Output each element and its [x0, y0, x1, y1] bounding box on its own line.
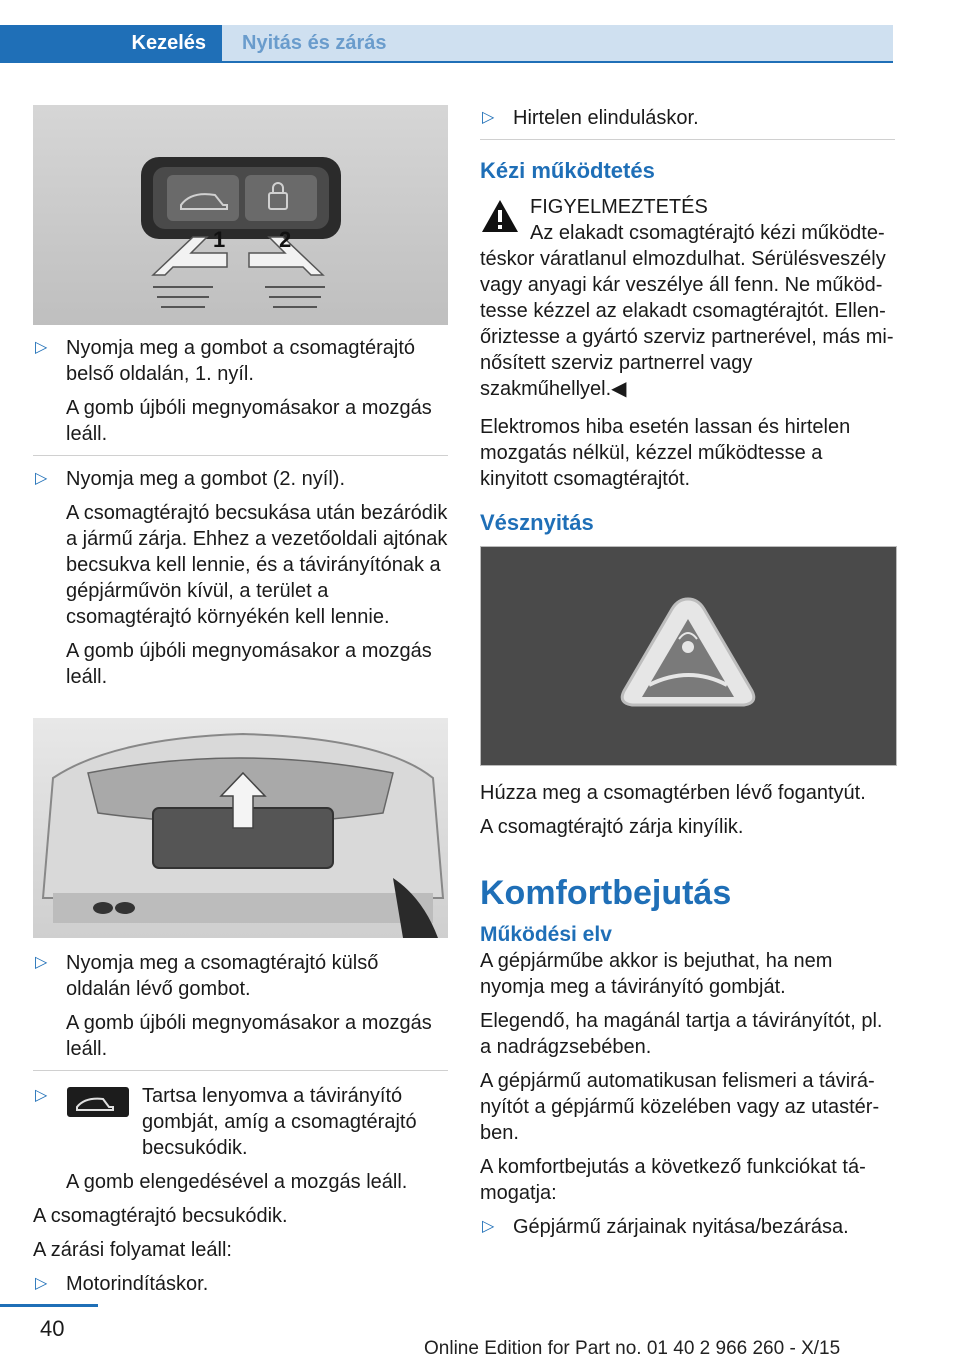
figure-label-1: 1	[213, 227, 226, 252]
car-rear-figure	[33, 718, 448, 938]
bullet-icon: ▷	[482, 1218, 495, 1235]
tab-kezeles[interactable]: Kezelés	[0, 25, 222, 61]
remote-tailgate-button-icon	[67, 1087, 129, 1117]
list-item	[480, 105, 895, 131]
emergency-handle-figure	[480, 546, 897, 766]
item-text: A gomb újbóli megnyomásakor a mozgás leáll.	[66, 640, 432, 688]
emergency-handle-illustration	[481, 547, 896, 765]
warning-block	[480, 194, 895, 220]
item-text: A gomb újbóli megnyomásakor a mozgás leáll.	[66, 1012, 432, 1060]
item-text: Nyomja meg a gombot a csomagtérajtó belső oldalán, 1. nyíl.	[66, 337, 416, 385]
car-rear-illustration	[33, 718, 448, 938]
warning-text: Az elakadt csomagtérajtó kézi működtetéskor váratlanul elmozdulhat. Sérülésveszély vagy anyagi kár veszélye áll fenn. Ne működtesse kézzel az elakadt csomagtérajtót. Ellenőriztesse a gyártó szerviz partnerével, más minősített szerviz partnerrel vagy szakműhellyel.◀	[480, 222, 894, 400]
warning-title: FIGYELMEZTETÉS	[530, 196, 708, 218]
divider	[33, 1070, 448, 1071]
warning-triangle-icon	[480, 198, 520, 234]
paragraph: Elegendő, ha magánál tartja a távirányítót, pl. a nadrágzsebében.	[480, 1010, 883, 1058]
heading-emergency-release: Vésznyitás	[480, 510, 594, 535]
paragraph: A csomagtérajtó zárja kinyílik.	[480, 816, 744, 838]
item-text: A gomb elengedésével a mozgás leáll.	[66, 1171, 408, 1193]
bullet-icon: ▷	[35, 1275, 48, 1292]
item-text: Motorindításkor.	[66, 1273, 209, 1295]
bullet-icon: ▷	[35, 339, 48, 356]
bullet-icon: ▷	[482, 109, 495, 126]
divider	[480, 139, 895, 140]
bullet-icon: ▷	[35, 954, 48, 971]
tailgate-buttons-figure	[33, 105, 448, 325]
paragraph: Húzza meg a csomagtérben lévő fogantyút.	[480, 782, 866, 804]
paragraph: A gépjárműbe akkor is bejuthat, ha nem nyomja meg a távirányító gombját.	[480, 950, 833, 998]
paragraph: A zárási folyamat leáll:	[33, 1239, 232, 1261]
list-item	[480, 1214, 895, 1240]
page-number: 40	[40, 1316, 65, 1341]
paragraph: A csomagtérajtó becsukódik.	[33, 1205, 288, 1227]
paragraph: A komfortbejutás a következő funkciókat támogatja:	[480, 1156, 866, 1204]
item-text: Hirtelen elinduláskor.	[513, 107, 699, 129]
item-text: Gépjármű zárjainak nyitása/bezárása.	[513, 1216, 849, 1238]
list-item-remote	[33, 1083, 448, 1195]
header-rule	[0, 61, 893, 63]
item-text: Nyomja meg a gombot (2. nyíl).	[66, 468, 345, 490]
footer-rule	[0, 1304, 98, 1307]
item-text: Tartsa lenyomva a távirányító gombját, amíg a csomagtérajtó becsukódik.	[142, 1085, 417, 1159]
list-item	[33, 1271, 448, 1297]
divider	[33, 455, 448, 456]
item-text: Nyomja meg a csomagtérajtó külső oldalán lévő gombot.	[66, 952, 379, 1000]
tab-nyitas-es-zaras[interactable]: Nyitás és zárás	[222, 25, 893, 61]
figure-label-2: 2	[279, 227, 292, 252]
header-bar	[0, 25, 893, 63]
heading-operating-principle: Működési elv	[480, 923, 612, 946]
list-item	[33, 335, 448, 447]
paragraph: Elektromos hiba esetén lassan és hirtelen mozgatás nélkül, kézzel működtesse a kinyitott csomagtérajtót.	[480, 416, 851, 490]
edition-text: Online Edition for Part no. 01 40 2 966 260 - X/15	[424, 1338, 841, 1359]
list-item	[33, 466, 448, 690]
item-text: A csomagtérajtó becsukása után bezáródik a jármű zárja. Ehhez a vezetőoldali ajtónak becsukva kell lennie, és a távirányítónak a gépjárművön kívül, a terület a csomagtérajtó környékén kell lennie.	[66, 502, 448, 628]
list-item	[33, 950, 448, 1062]
paragraph: A gépjármű automatikusan felismeri a távirányítót a gépjármű közelében vagy az utastérben.	[480, 1070, 880, 1144]
left-column	[33, 105, 448, 1305]
bullet-icon: ▷	[35, 470, 48, 487]
item-text: A gomb újbóli megnyomásakor a mozgás leáll.	[66, 397, 432, 445]
heading-comfort-access: Komfortbejutás	[480, 874, 732, 912]
right-column	[480, 105, 895, 1248]
tailgate-buttons-illustration	[33, 105, 448, 325]
bullet-icon: ▷	[35, 1087, 48, 1104]
heading-manual-operation: Kézi működtetés	[480, 158, 655, 183]
